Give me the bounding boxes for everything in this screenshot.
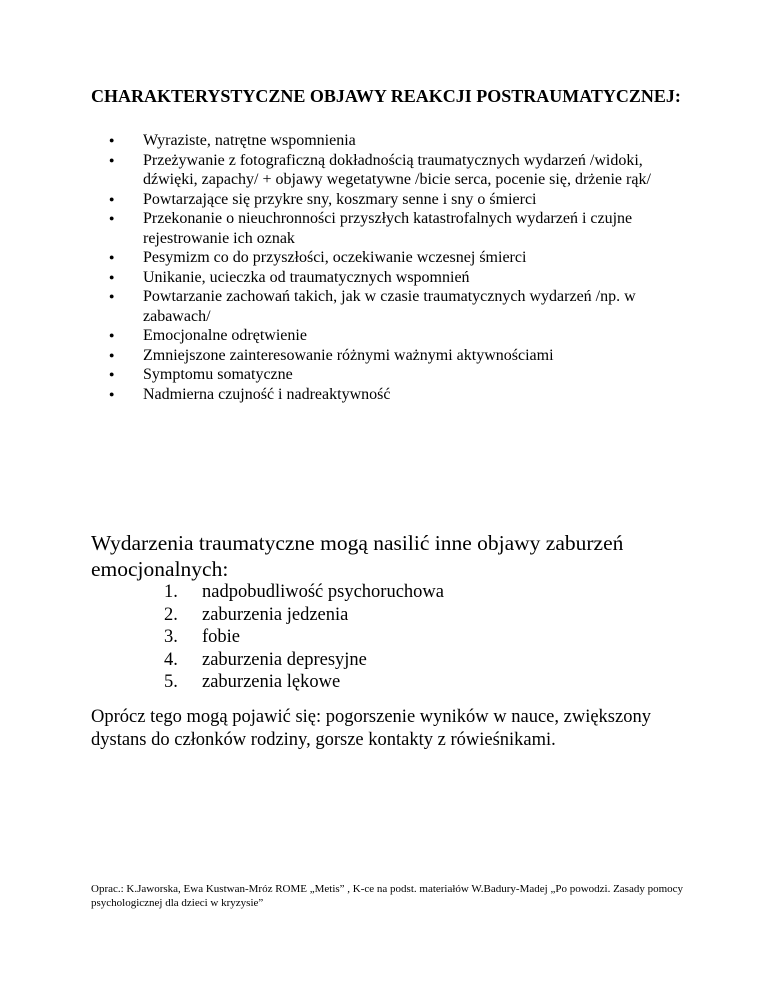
item-text: fobie — [202, 627, 241, 647]
item-text: zaburzenia lękowe — [202, 672, 341, 692]
list-item: ● Zmniejszone zainteresowanie różnymi ważnymi aktywnościami — [91, 346, 681, 366]
numbered-item — [164, 604, 444, 627]
symptoms-list — [91, 131, 681, 404]
list-item: ● Przekonanie o nieuchronności przyszłych katastrofalnych wydarzeń i czujne rejestrowanie ich oznak — [91, 209, 681, 248]
list-item: ● Przeżywanie z fotograficzną dokładnością traumatycznych wydarzeń /widoki, dźwięki, zapachy/ + objawy wegetatywne /bicie serca, pocenie się, drżenie rąk/ — [91, 151, 681, 190]
item-number: 2. — [164, 604, 178, 625]
section-heading: CHARAKTERYSTYCZNE OBJAWY REAKCJI POSTRAUMATYCZNEJ: — [91, 86, 681, 106]
item-number: 3. — [164, 627, 178, 647]
item-number: 5. — [164, 672, 178, 692]
numbered-item — [164, 581, 444, 604]
list-item: ● Powtarzanie zachowań takich, jak w czasie traumatycznych wydarzeń /np. w zabawach/ — [91, 287, 681, 326]
list-item: ● Wyraziste, natrętne wspomnienia — [91, 131, 681, 151]
section-title: Wydarzenia traumatyczne mogą nasilić inne objawy zaburzeń emocjonalnych: — [91, 531, 624, 581]
list-item: ● Pesymizm co do przyszłości, oczekiwanie wczesnej śmierci — [91, 248, 681, 268]
numbered-item — [164, 671, 444, 694]
disorders-list — [164, 581, 444, 694]
list-item: ● Symptomu somatyczne — [91, 365, 681, 385]
list-item: ● Unikanie, ucieczka od traumatycznych wspomnień — [91, 268, 681, 288]
paragraph: Oprócz tego mogą pojawić się: pogorszenie wyników w nauce, zwiększony dystans do członków rodziny, gorsze kontakty z rówieśnikami. — [91, 707, 651, 750]
item-text: nadpobudliwość psychoruchowa — [202, 582, 444, 602]
numbered-item — [164, 626, 444, 649]
item-number: 4. — [164, 649, 178, 670]
numbered-item — [164, 649, 444, 672]
item-text: zaburzenia jedzenia — [202, 604, 349, 625]
item-text: zaburzenia depresyjne — [202, 649, 367, 670]
list-item: ● Emocjonalne odrętwienie — [91, 326, 681, 346]
item-number: 1. — [164, 582, 178, 602]
list-item: ● Powtarzające się przykre sny, koszmary senne i sny o śmierci — [91, 190, 681, 210]
footer-note: Oprac.: K.Jaworska, Ewa Kustwan-Mróz ROME „Metis” , K-ce na podst. materiałów W.Badury-Madej „Po powodzi. Zasady pomocy psychologicznej dla dzieci w kryzysie” — [91, 883, 684, 909]
list-item: ● Nadmierna czujność i nadreaktywność — [91, 385, 681, 405]
